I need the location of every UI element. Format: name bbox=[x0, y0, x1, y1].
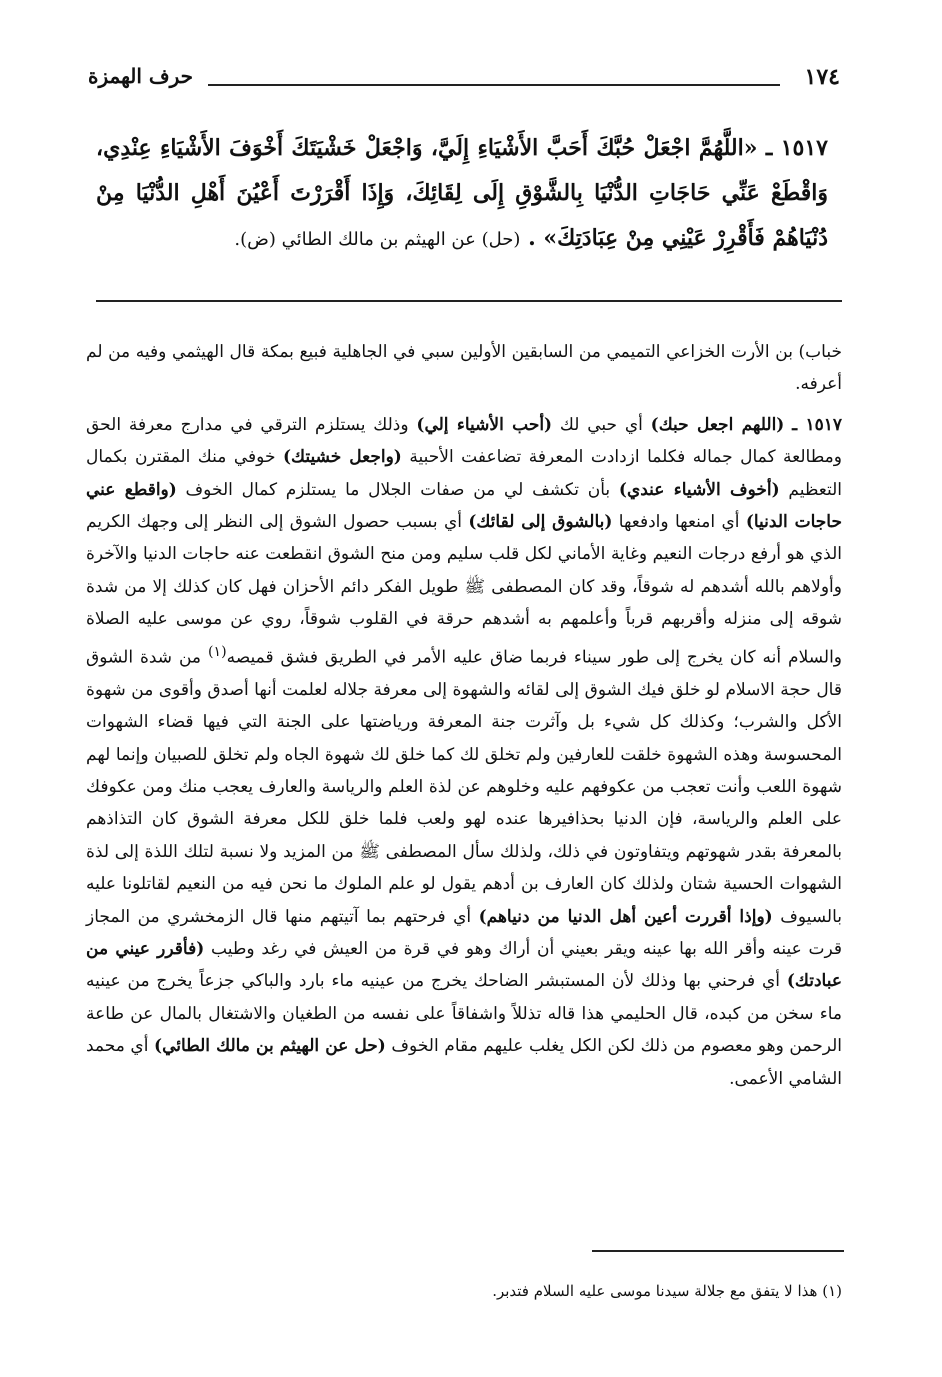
footnote-rule bbox=[592, 1250, 844, 1252]
hadith-number: ١٥١٧ ـ bbox=[765, 135, 828, 161]
section-divider bbox=[96, 300, 842, 302]
hadith-text bbox=[96, 126, 828, 262]
footnote-reference[interactable]: (١) bbox=[207, 643, 227, 660]
quoted-phrase: (فأقرر عيني من عبادتك) bbox=[86, 938, 842, 992]
footnote: (١) هذا لا يتفق مع جلالة سيدنا موسى عليه السلام فتدبر. bbox=[492, 1282, 842, 1300]
hadith-body: «اللَّهُمَّ اجْعَلْ حُبَّكَ أَحَبَّ الأَشْيَاءِ إِلَيَّ، وَاجْعَلْ خَشْيَتَكَ أَخْوَفَ الأَشْيَاءِ عِنْدِي، وَاقْطَعْ عَنِّي حَاجَاتِ الدُّنْيَا بِالشَّوْقِ إِلَى لِقَائِكَ، وَإِذَا أَقْرَرْتَ أَعْيُنَ أَهْلِ الدُّنْيَا مِنْ دُنْيَاهُمْ فَأَقْرِرْ عَيْنِي مِنْ عِبَادَتِكَ» . bbox=[96, 135, 828, 251]
commentary-text: أي فرحتهم بما آتيتهم منها قال الزمخشري من المجاز قرت عينه وأقر الله بها عينه ويقر بعيني أن أراك وهو في قرة من العيش في رغد وطيب bbox=[86, 906, 842, 959]
commentary-text: أي بسبب حصول الشوق إلى النظر إلى وجهك الكريم الذي هو أرفع درجات النعيم وغاية الأماني لكل قلب سليم ومن منح الشوق انقطعت عنه حاجات الدنيا والآخرة وأولاهم بالله أشدهم له شوقاً، وقد كان المصطفى ﷺ طويل الفكر دائم الأحزان فهل كان كذلك إلا من شدة شوقه إلى منزله وأقربهم قرباً وأعلمهم به أشدهم حرقة في القلوب شوقاً، روي عن موسى عليه الصلاة والسلام أنه كان يخرج إلى طور سيناء فربما ضاق عليه الأمر في الطريق فشق قميصه bbox=[86, 512, 843, 668]
quoted-phrase: (واقطع عني حاجات الدنيا) bbox=[86, 479, 842, 533]
commentary-main bbox=[86, 409, 842, 1095]
hadith-source: (حل) عن الهيثم بن مالك الطائي (ض). bbox=[234, 229, 521, 250]
chapter-title: حرف الهمزة bbox=[88, 64, 194, 88]
commentary-text: أي امنعها وادفعها bbox=[612, 512, 746, 533]
commentary-text: خوفي منك المقترن بكمال التعظيم bbox=[86, 447, 843, 500]
quoted-phrase: (بالشوق إلى لقائك) bbox=[468, 512, 613, 533]
quoted-phrase: (حل عن الهيثم بن مالك الطائي) bbox=[154, 1036, 386, 1057]
commentary-text: بأن تكشف لي من صفات الجلال ما يستلزم كمال الخوف bbox=[176, 479, 619, 500]
commentary-intro: خباب) بن الأرت الخزاعي التميمي من السابقين الأولين سبي في الجاهلية فبيع بمكة قال الهيثمي وفيه من لم أعرفه. bbox=[86, 342, 842, 395]
commentary-text: من شدة الشوق قال حجة الاسلام لو خلق فيك الشوق إلى لقائه والشهوة إلى معرفة جلاله لعلمت أنها أصدق وأقوى من شهوة الأكل والشرب؛ وكذلك كل شيء بل وآثرت جنة المعرفة ورياضتها على الجنة التي فيها قضاء الشهوات المحسوسة وهذه الشهوة خلقت للعارفين ولم تخلق لك كما خلق لك شهوة الجاه ولم تخلق للصبيان وإنما لهم شهوة اللعب وأنت تعجب من عكوفهم عليه وخلوهم عن لذة العلم والرياسة والعارف يعجب منك ومن عكوفك على العلم والرياسة، فإن الدنيا بحذافيرها عنده لهو ولعب فلما خلق للكل معرفة الشوق كان التذاذهم بالمعرفة بقدر شهوتهم ويتفاوتون في ذلك، ولذلك سأل المصطفى ﷺ من المزيد ولا نسبة لتلك اللذة إلى لذة الشهوات الحسية شتان ولذلك كان العارف بن أدهم يقول لو علم الملوك ما نحن فيه من النعيم لقاتلونا عليه بالسيوف bbox=[86, 647, 842, 927]
quoted-phrase: (أحب الأشياء إلي) bbox=[416, 414, 553, 435]
commentary-text: أي فرحني بها وذلك لأن المستبشر الضاحك يخرج من عينيه ماء بارد والباكي جزعاً يخرج من عينيه ماء سخن من كبده، قال الحليمي هذا قاله تذللاً واشفاقاً على نفسه من الطغيان والاشتغال بالمال عن طاعة الرحمن وهو معصوم من ذلك لكن الكل يغلب عليهم مقام الخوف bbox=[86, 971, 842, 1057]
commentary-text: أي حبي لك bbox=[552, 414, 651, 435]
quoted-phrase: (وإذا أقررت أعين أهل الدنيا من دنياهم) bbox=[478, 906, 773, 927]
entry-number: ١٥١٧ ـ bbox=[792, 414, 842, 435]
running-header bbox=[88, 64, 840, 96]
quoted-phrase: (أخوف الأشياء عندي) bbox=[618, 479, 780, 500]
commentary bbox=[86, 336, 842, 1095]
quoted-phrase: (اللهم اجعل حبك) bbox=[650, 414, 785, 435]
page-number: ١٧٤ bbox=[804, 64, 840, 90]
quoted-phrase: (واجعل خشيتك) bbox=[282, 447, 402, 468]
header-rule bbox=[208, 84, 780, 86]
commentary-text: أي محمد الشامي الأعمى. bbox=[86, 1036, 842, 1089]
commentary-text: وذلك يستلزم الترقي في مدارج معرفة الحق ومطالعة كمال جماله فكلما ازدادت المعرفة تضاعفت الأحبية bbox=[86, 414, 842, 468]
